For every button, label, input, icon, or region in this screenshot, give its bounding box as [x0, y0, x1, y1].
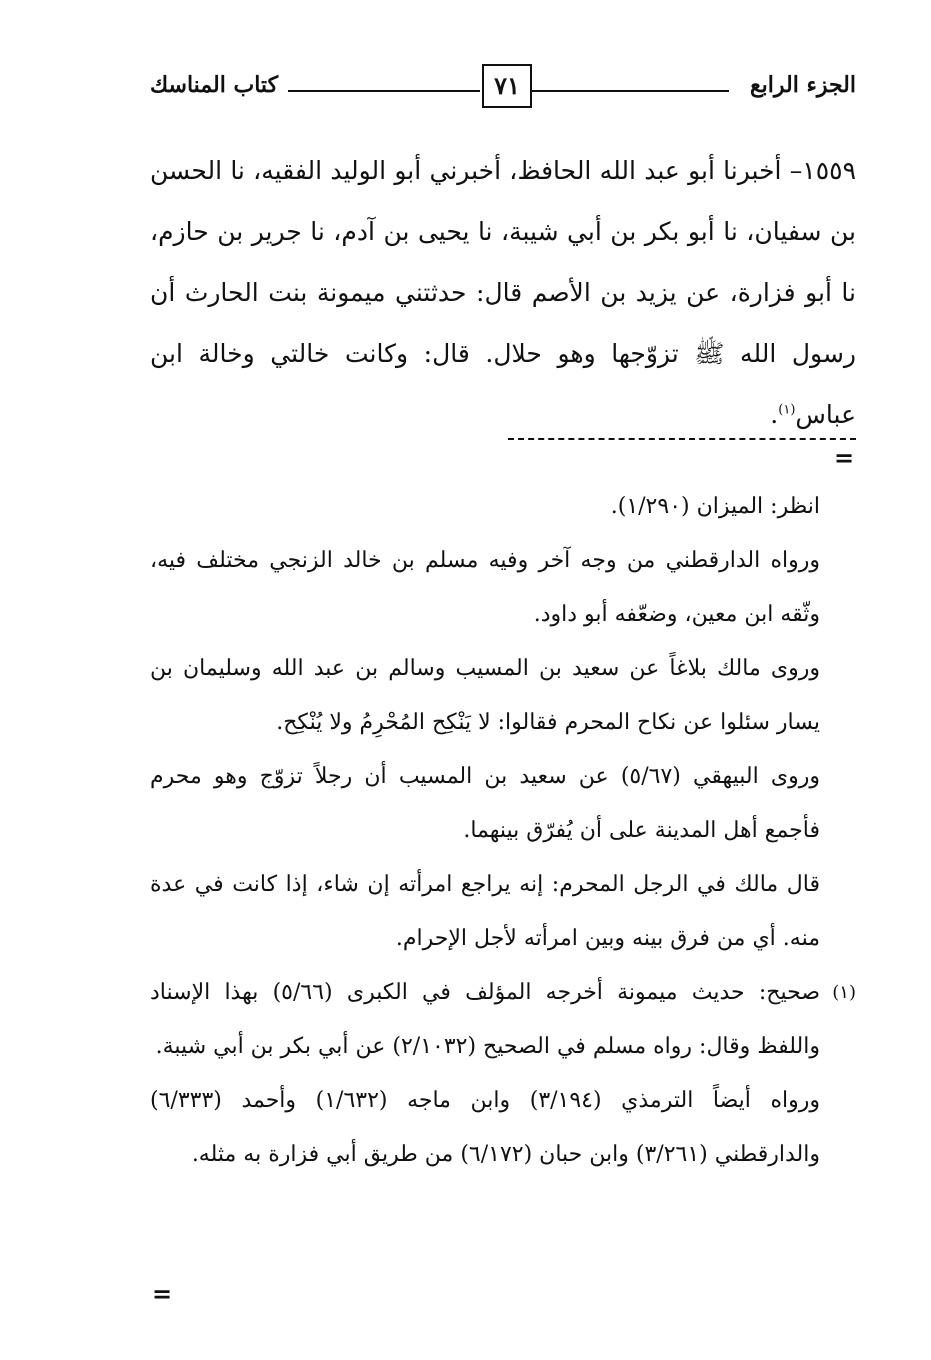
footnote-item	[150, 966, 856, 1182]
continued-notes	[150, 480, 820, 966]
page-number: ٧١	[482, 64, 532, 108]
note-paragraph: ورواه الدارقطني من وجه آخر وفيه مسلم بن خالد الزنجي مختلف فيه، وثّقه ابن معين، وضعّفه أبو داود.	[150, 548, 820, 627]
footnote-marker: (١)	[832, 982, 856, 1003]
book-title: كتاب المناسك	[150, 72, 279, 98]
header-rule-right	[532, 90, 729, 92]
hadith-text	[150, 140, 856, 445]
page-header	[150, 62, 856, 112]
note-paragraph: انظر: الميزان (١/٢٩٠).	[610, 494, 820, 519]
continuation-mark: =	[834, 443, 855, 472]
footnote-paragraph: صحيح: حديث ميمونة أخرجه المؤلف في الكبرى (٥/٦٦) بهذا الإسناد واللفظ وقال: رواه مسلم في الصحيح (٢/١٠٣٢) عن أبي بكر بن أبي شيبة.	[150, 980, 820, 1059]
note-paragraph: قال مالك في الرجل المحرم: إنه يراجع امرأته إن شاء، إذا كانت في عدة منه. أي من فرق بينه وبين امرأته لأجل الإحرام.	[150, 872, 820, 951]
note-paragraph: وروى مالك بلاغاً عن سعيد بن المسيب وسالم بن عبد الله وسليمان بن يسار سئلوا عن نكاح المحرم فقالوا: لا يَنْكِح المُحْرِمُ ولا يُنْكِح.	[150, 656, 820, 735]
footnote-paragraph: ورواه أيضاً الترمذي (٣/١٩٤) وابن ماجه (١/٦٣٢) وأحمد (٦/٣٣٣) والدارقطني (٣/٢٦١) وابن حبان (٦/١٧٢) من طريق أبي فزارة به مثله.	[150, 1088, 820, 1167]
footnote-ref: (١)	[778, 402, 796, 418]
continuation-mark-bottom: =	[152, 1279, 173, 1308]
hadith-paragraph	[150, 140, 856, 445]
separator-rule	[508, 438, 856, 440]
note-paragraph: وروى البيهقي (٥/٦٧) عن سعيد بن المسيب أن رجلاً تزوّج وهو محرم فأجمع أهل المدينة على أن يُفرّق بينهما.	[150, 764, 820, 843]
hadith-body: ١٥٥٩– أخبرنا أبو عبد الله الحافظ، أخبرني أبو الوليد الفقيه، نا الحسن بن سفيان، نا أبو بكر بن أبي شيبة، نا يحيى بن آدم، نا جرير بن حازم، نا أبو فزارة، عن يزيد بن الأصم قال: حدثتني ميمونة بنت الحارث أن رسول الله ﷺ تزوّجها وهو حلال. قال: وكانت خالتي وخالة ابن عباس	[150, 156, 856, 429]
volume-title: الجزء الرابع	[749, 72, 856, 98]
hadith-end: .	[770, 400, 779, 429]
footnotes	[150, 966, 856, 1182]
header-rule-left	[288, 90, 480, 92]
